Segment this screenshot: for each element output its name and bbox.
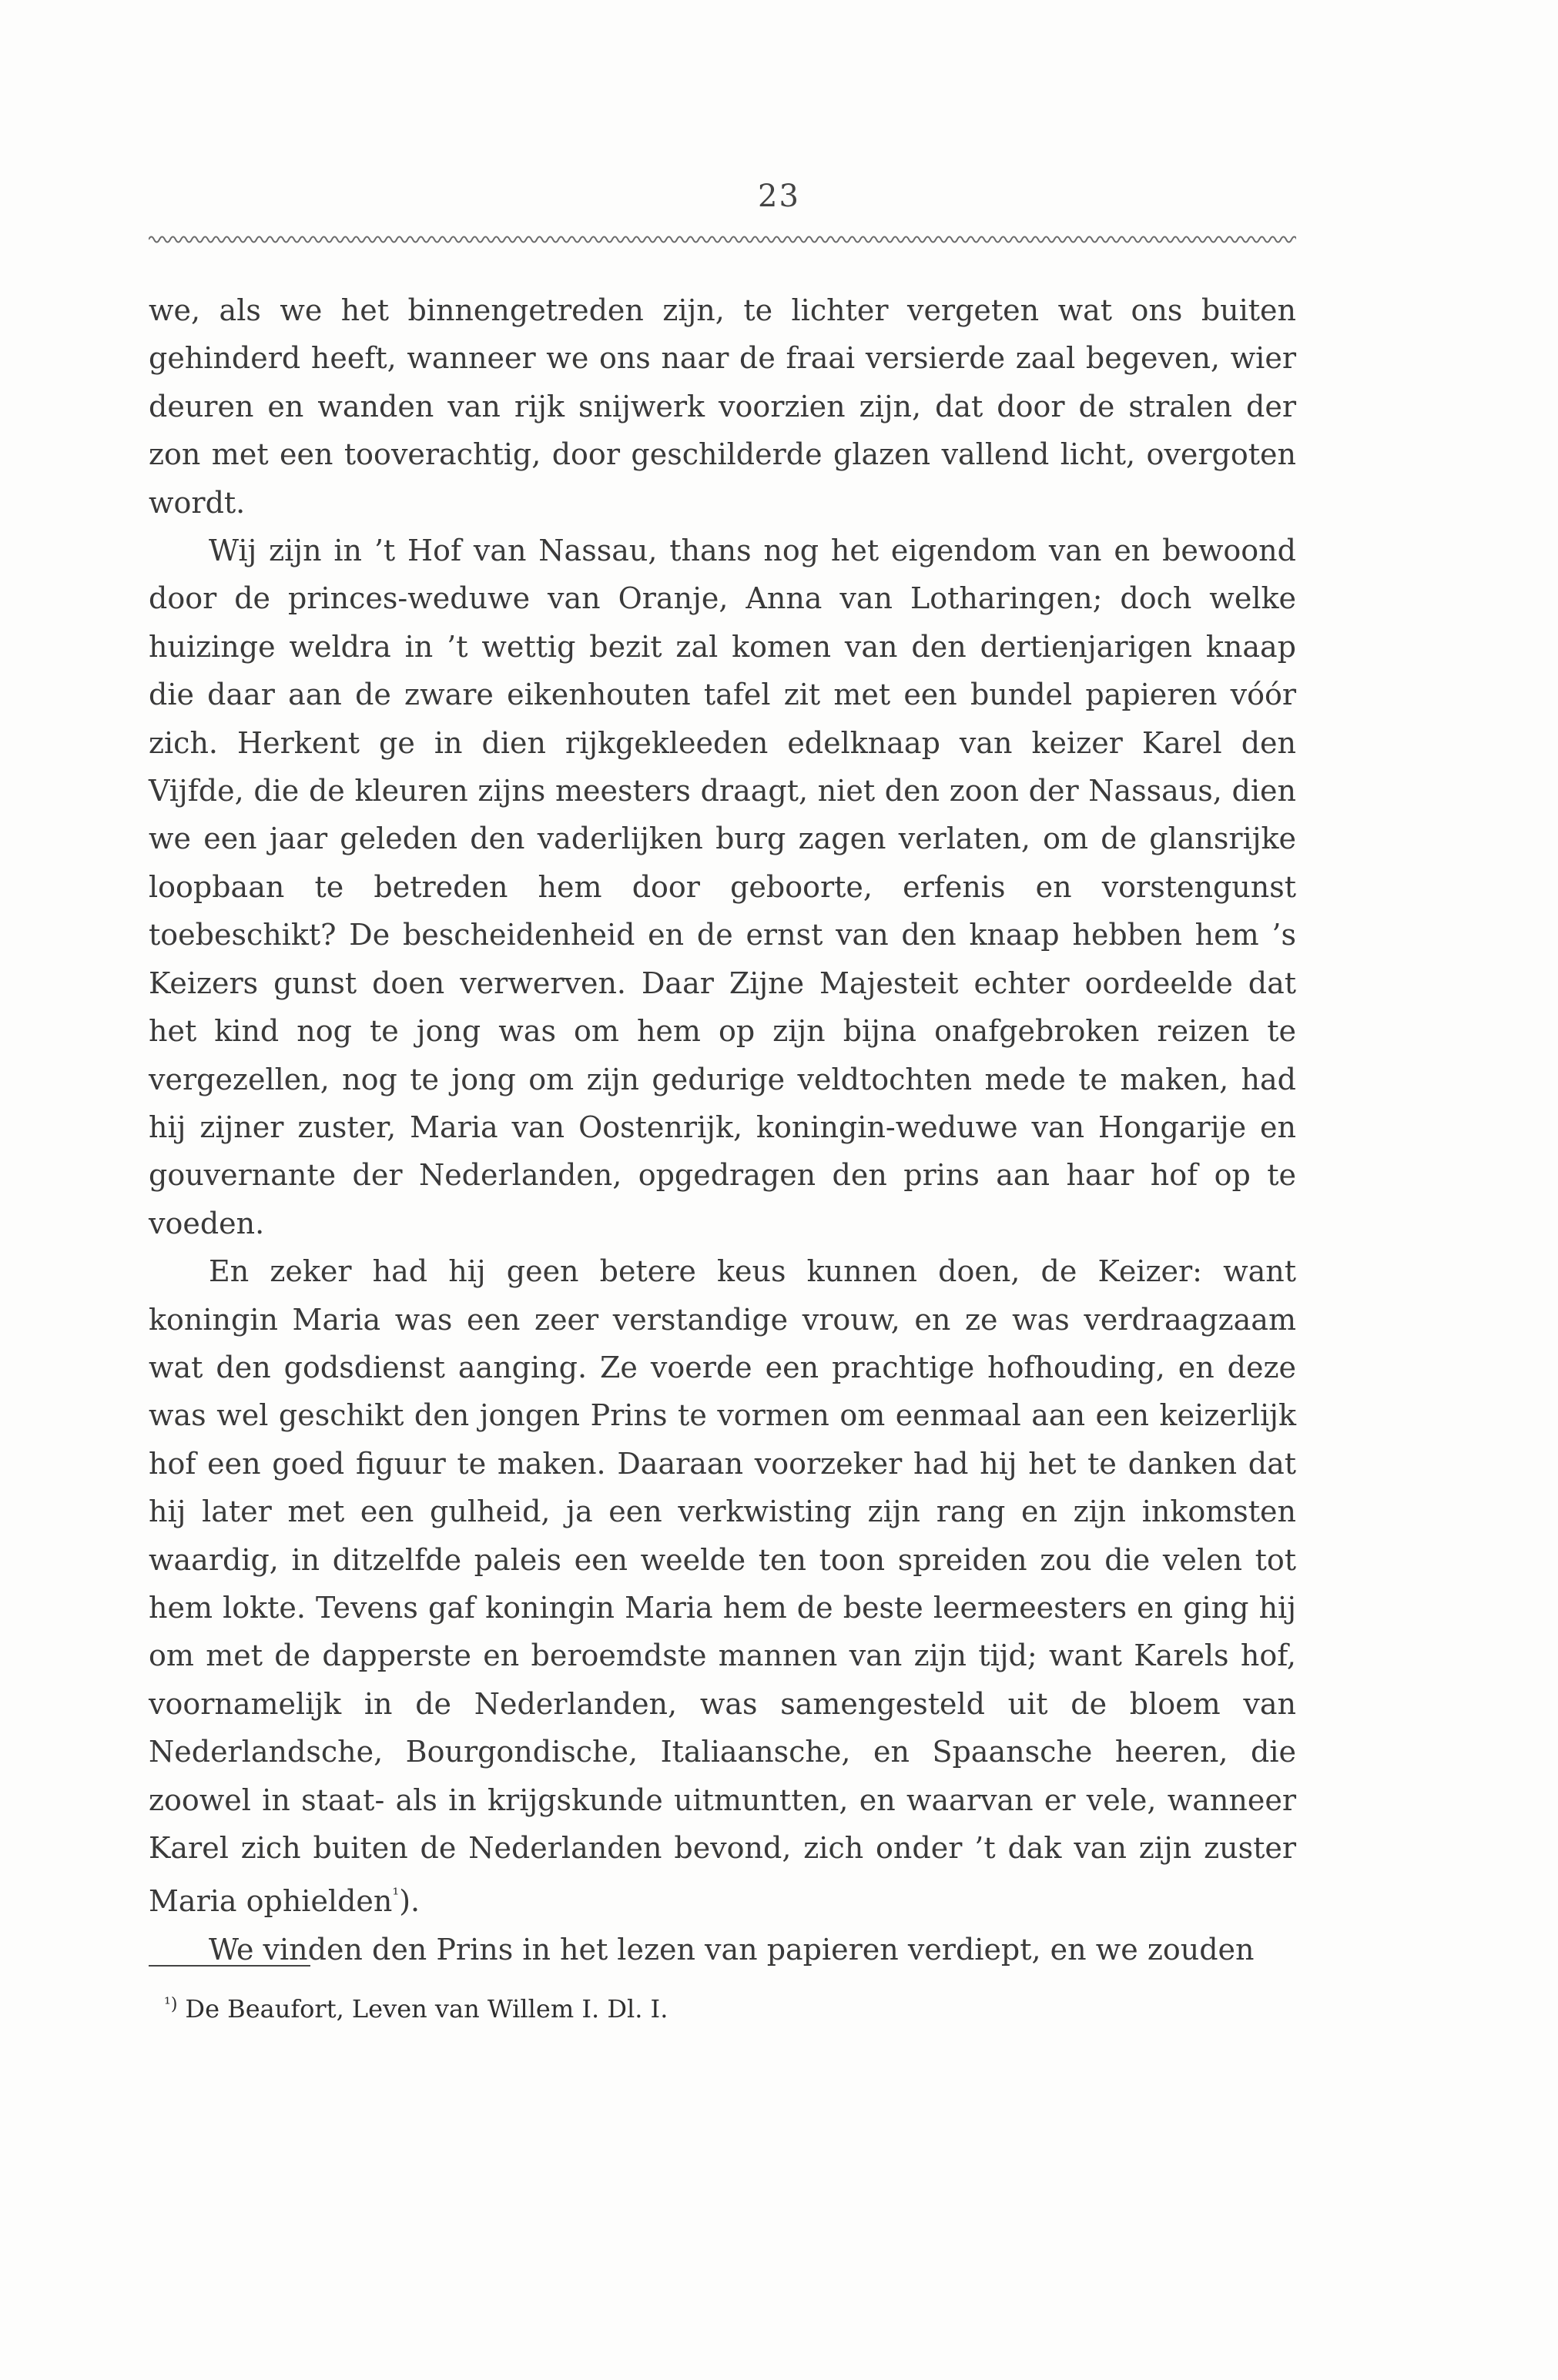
header-ornament-rule <box>149 231 1296 248</box>
footnote-reference[interactable]: ¹ <box>392 1886 400 1906</box>
paragraph-4: We vinden den Prins in het lezen van papieren verdiept, en we zouden <box>209 1932 1255 1967</box>
footnote-divider <box>149 1965 310 1967</box>
paragraph-1: we, als we het binnengetreden zijn, te lichter vergeten wat ons buiten gehinderd heeft, wanneer we ons naar de fraai versierde zaal begeven, wier deuren en wanden van rijk snijwerk voorzien zijn, dat door de stralen der zon met een tooverachtig, door geschilderde glazen vallend licht, overgoten wordt. <box>149 293 1296 520</box>
body-text <box>149 286 1296 1973</box>
page-number: 23 <box>758 179 800 214</box>
paragraph-3 <box>149 1247 1296 1926</box>
paragraph-3-tail: ). <box>399 1884 420 1919</box>
footnote <box>164 1994 668 2024</box>
wavy-rule-icon <box>149 231 1296 248</box>
paragraph-3-text: En zeker had hij geen betere keus kunnen doen, de Keizer: want koningin Maria was een zeer verstandige vrouw, en ze was verdraagzaam wat den godsdienst aanging. Ze voerde een prachtige hofhouding, en deze was wel geschikt den jongen Prins te vormen om eenmaal aan een keizerlijk hof een goed figuur te maken. Daaraan voorzeker had hij het te danken dat hij later met een gulheid, ja een verkwisting zijn rang en zijn inkomsten waardig, in ditzelfde paleis een weelde ten toon spreiden zou die velen tot hem lokte. Tevens gaf koningin Maria hem de beste leermeesters en ging hij om met de dapperste en beroemdste mannen van zijn tijd; want Karels hof, voornamelijk in de Nederlanden, was samengesteld uit de bloem van Nederlandsche, Bourgondische, Italiaansche, en Spaansche heeren, die zoowel in staat- als in krijgskunde uitmuntten, en waarvan er vele, wanneer Karel zich buiten de Nederlanden bevond, zich onder ’t dak van zijn zuster Maria ophielden <box>149 1254 1296 1919</box>
footnote-text: De Beaufort, Leven van Willem I. Dl. I. <box>185 1994 668 2024</box>
footnote-mark: ¹) <box>164 1995 178 2014</box>
paragraph-2: Wij zijn in ’t Hof van Nassau, thans nog het eigendom van en bewoond door de princes-weduwe van Oranje, Anna van Lotharingen; doch welke huizinge weldra in ’t wettig bezit zal komen van den dertienjarigen knaap die daar aan de zware eikenhouten tafel zit met een bundel papieren vóór zich. Herkent ge in dien rijkgekleeden edelknaap van keizer Karel den Vijfde, die de kleuren zijns meesters draagt, niet den zoon der Nassaus, dien we een jaar geleden den vaderlijken burg zagen verlaten, om de glansrijke loopbaan te betreden hem door geboorte, erfenis en vorstengunst toebeschikt? De bescheidenheid en de ernst van den knaap hebben hem ’s Keizers gunst doen verwerven. Daar Zijne Majesteit echter oordeelde dat het kind nog te jong was om hem op zijn bijna onafgebroken reizen te vergezellen, nog te jong om zijn gedurige veldtochten mede te maken, had hij zijner zuster, Maria van Oostenrijk, koningin-weduwe van Hongarije en gouvernante der Nederlanden, opgedragen den prins aan haar hof op te voeden. <box>149 534 1296 1240</box>
